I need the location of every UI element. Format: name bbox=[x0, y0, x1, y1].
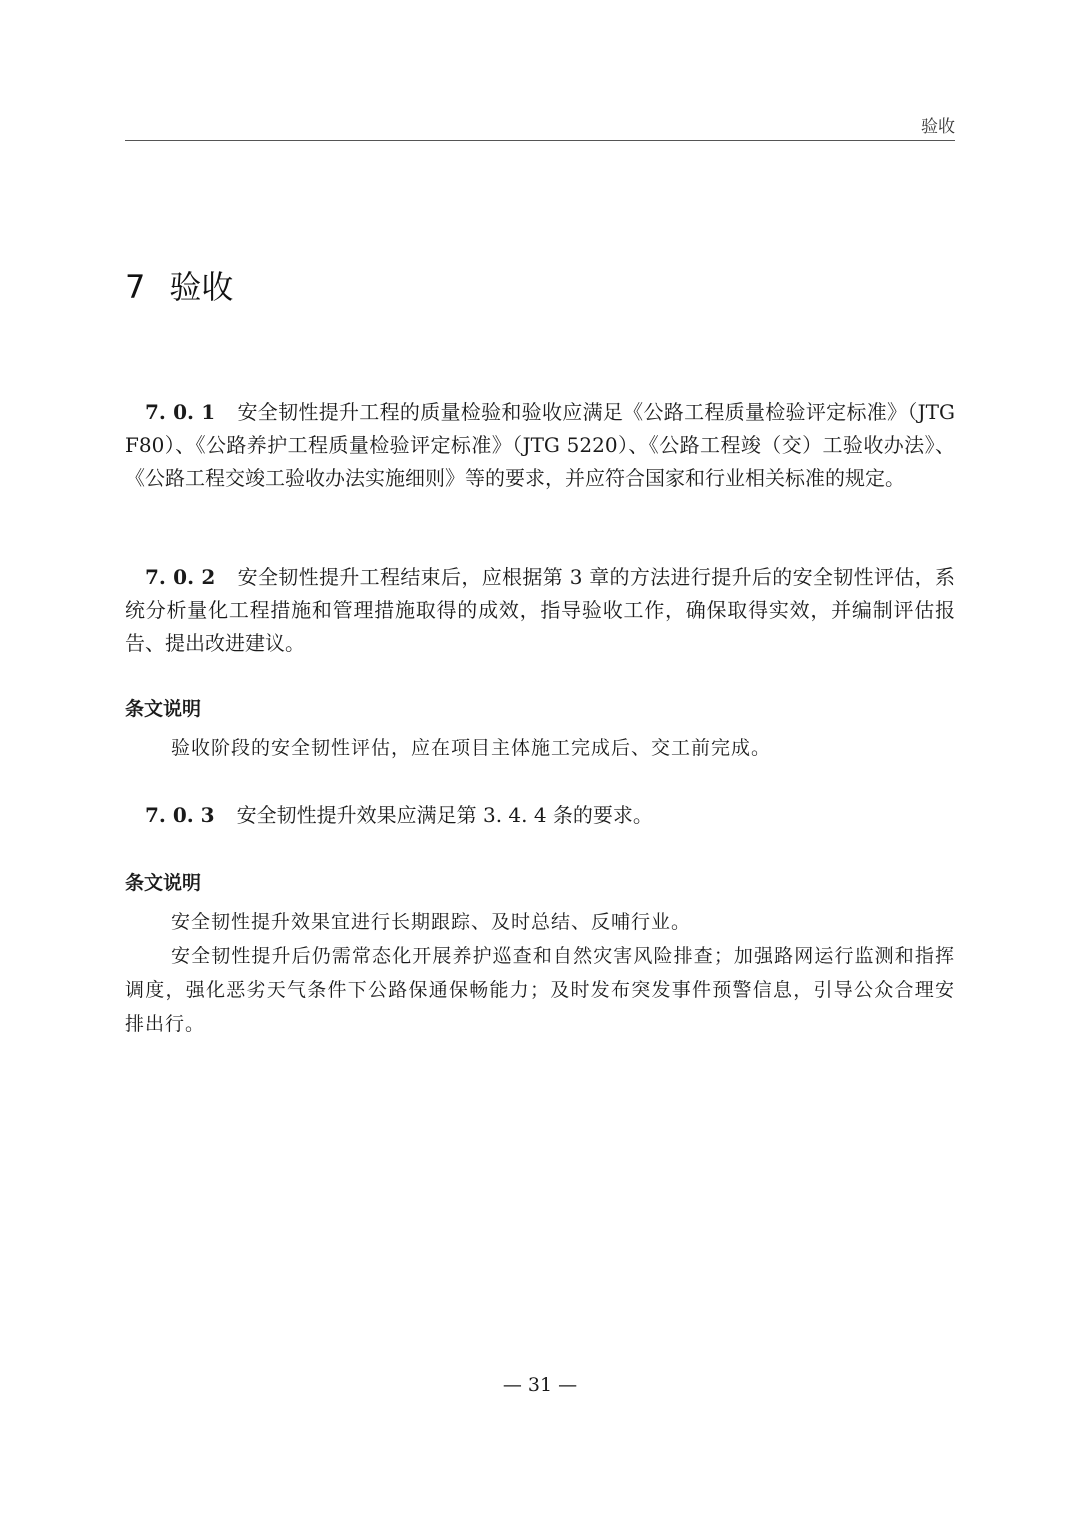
chapter-title-text: 验收 bbox=[169, 268, 234, 306]
page-number: — 31 — bbox=[502, 1374, 578, 1396]
note-paragraph: 安全韧性提升效果宜进行长期跟踪、及时总结、反哺行业。 bbox=[171, 911, 692, 933]
chapter-title bbox=[125, 262, 233, 308]
clause-text: 安全韧性提升工程结束后，应根据第 3 章的方法进行提升后的安全韧性评估，系统分析量化工程措施和管理措施取得的成效，指导验收工作，确保取得实效，并编制评估报告、提出改进建议。 bbox=[125, 565, 955, 655]
clause-7-0-3 bbox=[125, 799, 955, 832]
note-title: 条文说明 bbox=[125, 698, 202, 720]
running-head: 验收 bbox=[921, 117, 955, 137]
clause-7-0-2 bbox=[125, 561, 955, 660]
chapter-number: 7 bbox=[125, 268, 146, 306]
clause-7-0-1 bbox=[125, 396, 955, 495]
note-paragraph: 安全韧性提升后仍需常态化开展养护巡查和自然灾害风险排查；加强路网运行监测和指挥调度，强化恶劣天气条件下公路保通保畅能力；及时发布突发事件预警信息，引导公众合理安排出行。 bbox=[125, 945, 955, 1035]
clause-text: 安全韧性提升效果应满足第 3. 4. 4 条的要求。 bbox=[236, 803, 653, 827]
clause-number: 7. 0. 3 bbox=[145, 803, 215, 827]
header-rule bbox=[125, 140, 955, 141]
clause-number: 7. 0. 2 bbox=[145, 565, 216, 589]
note-title: 条文说明 bbox=[125, 872, 202, 894]
clause-number: 7. 0. 1 bbox=[145, 400, 216, 424]
clause-text: 安全韧性提升工程的质量检验和验收应满足《公路工程质量检验评定标准》（JTG F80）、《公路养护工程质量检验评定标准》（JTG 5220）、《公路工程竣（交）工验收办法》、《公路工程交竣工验收办法实施细则》等的要求，并应符合国家和行业相关标准的规定。 bbox=[125, 400, 955, 490]
note-paragraph: 验收阶段的安全韧性评估，应在项目主体施工完成后、交工前完成。 bbox=[171, 737, 772, 759]
